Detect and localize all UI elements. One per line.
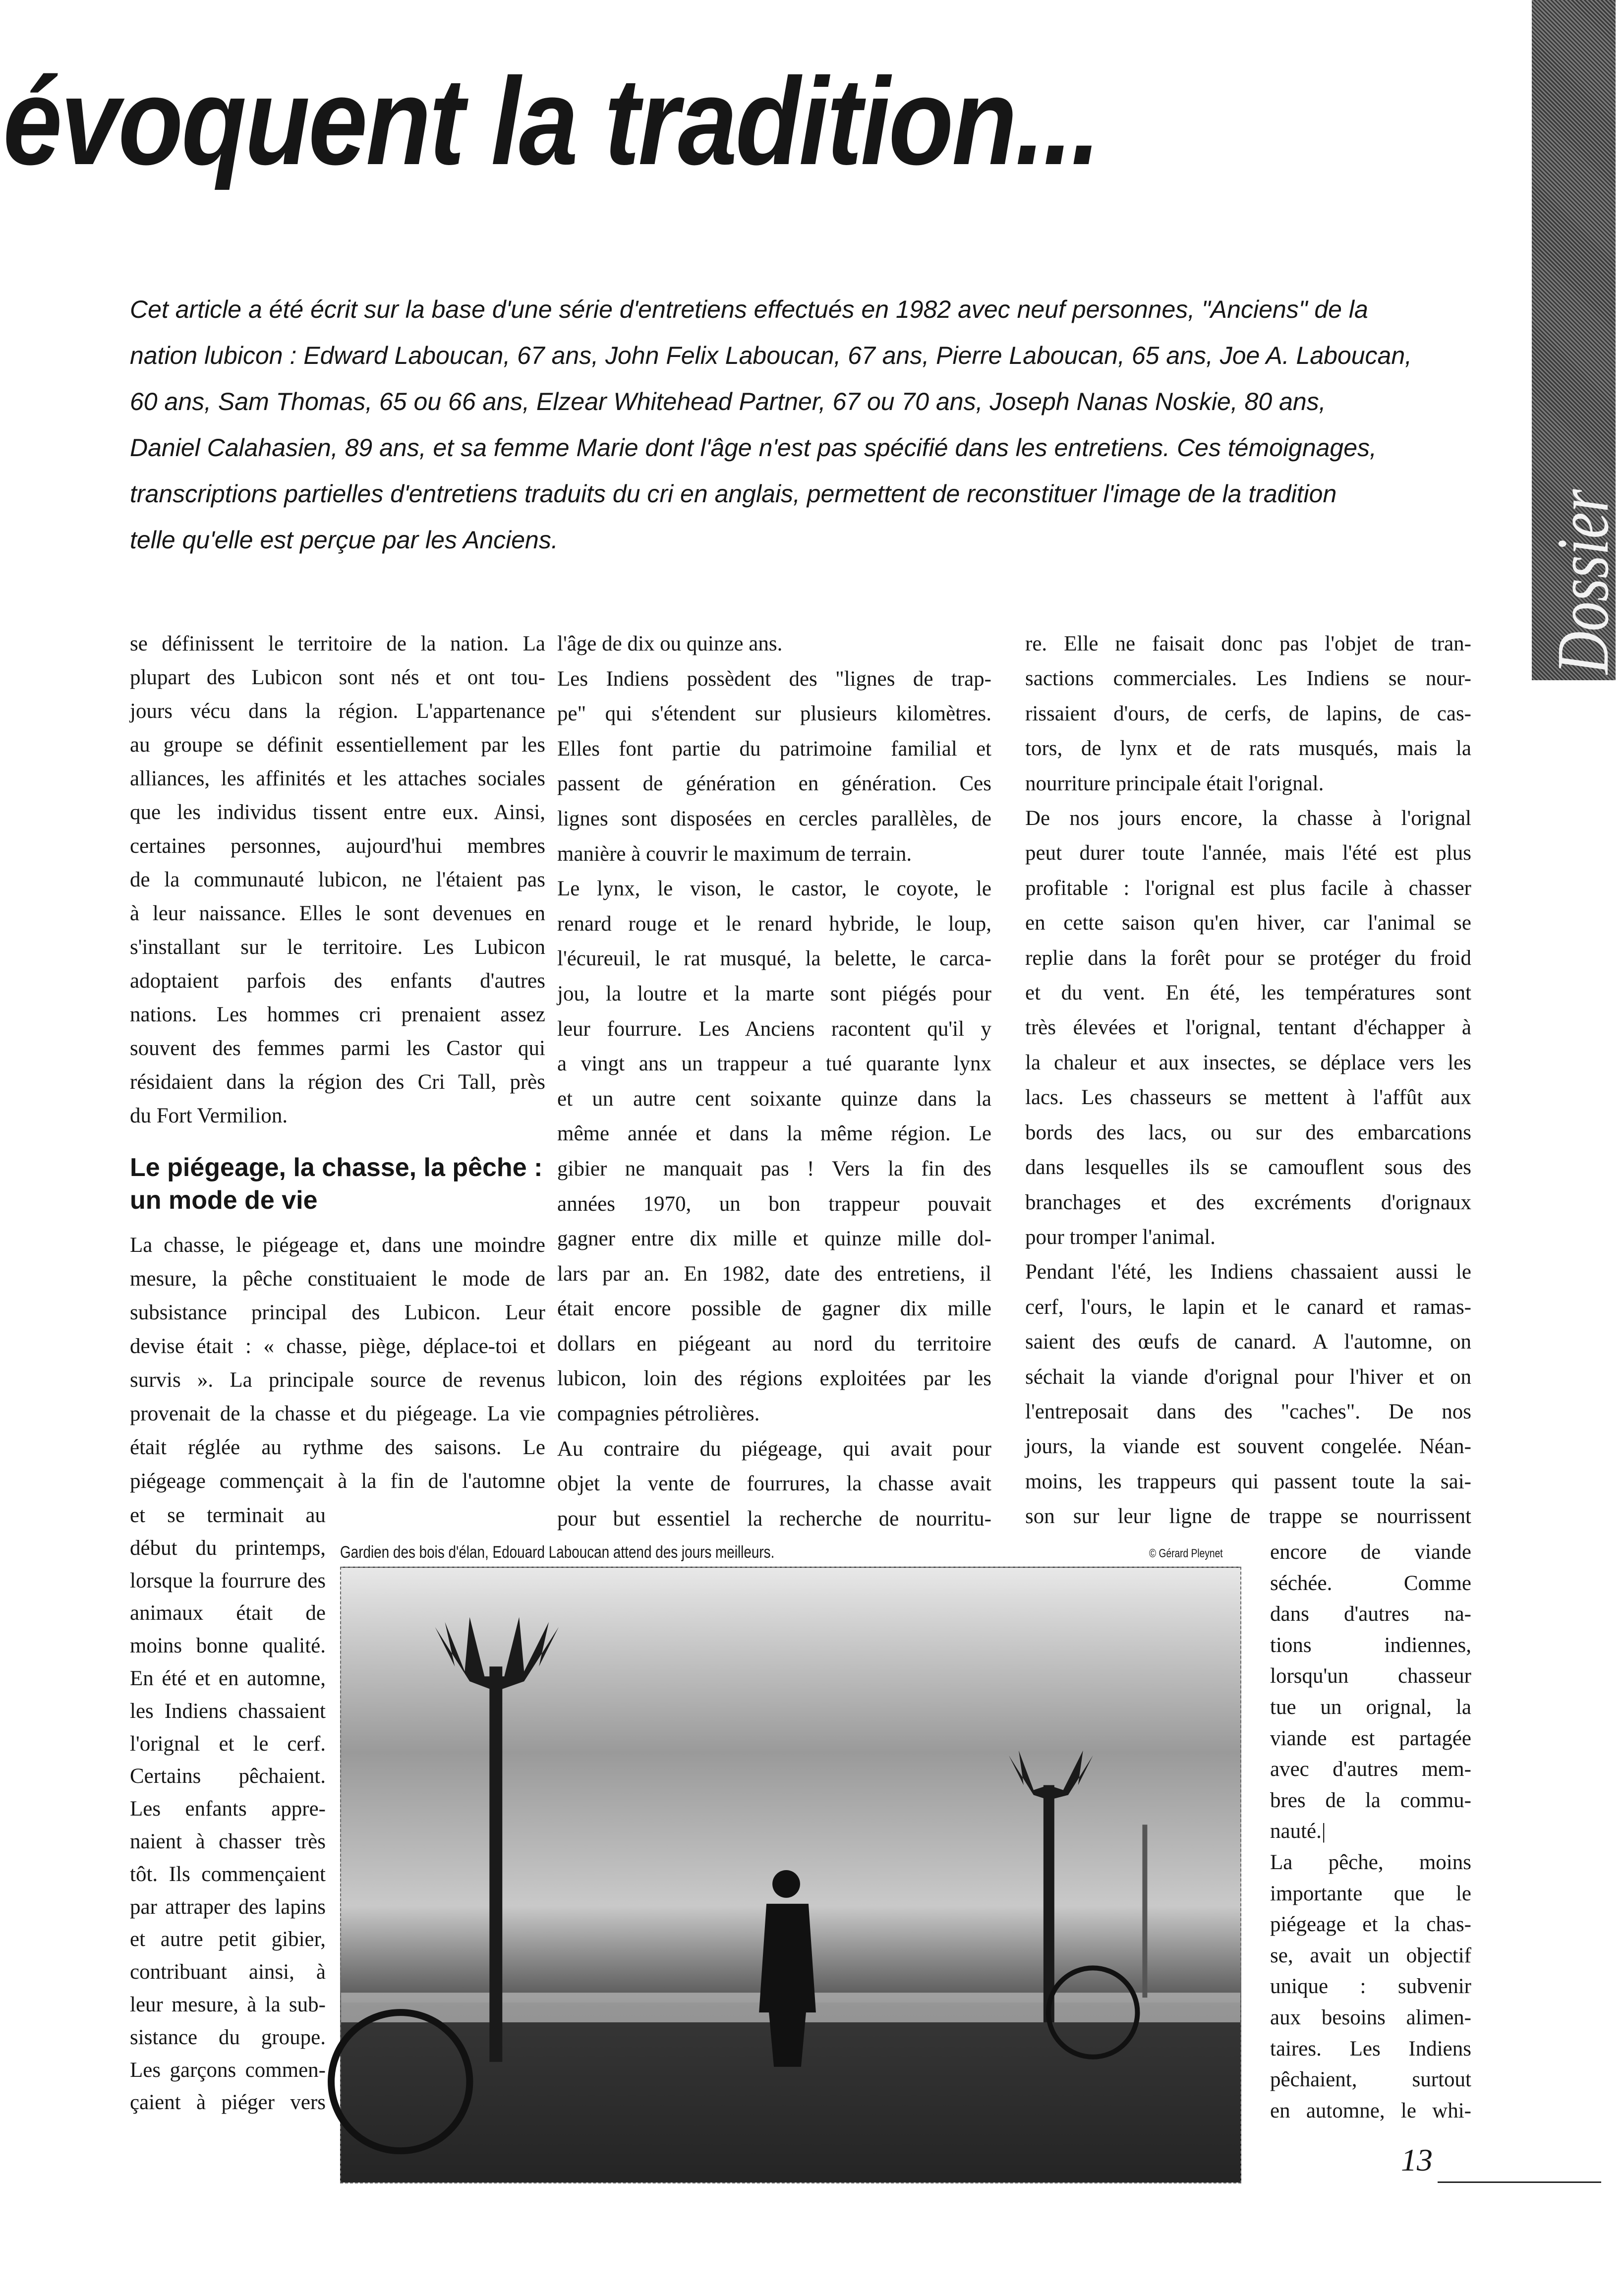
text-line: jours, la viande est souvent congelée. Néan- [1025, 1435, 1471, 1459]
text-line: peut durer toute l'année, mais l'été est plus [1025, 841, 1471, 865]
text-line: tions indiennes, [1270, 1633, 1471, 1657]
text-line: Pendant l'été, les Indiens chassaient aussi le [1025, 1260, 1471, 1284]
text-line: de la communauté lubicon, ne l'étaient pas [130, 868, 545, 891]
text-line: avec d'autres mem- [1270, 1758, 1471, 1781]
text-line: se définissent le territoire de la nation. La [130, 632, 545, 655]
text-line: moins, les trappeurs qui passent toute la sai- [1025, 1470, 1471, 1493]
pole-left [489, 1666, 502, 2061]
text-line: encore de viande [1270, 1540, 1471, 1564]
text-line: mesure, la pêche constituaient le mode de [130, 1267, 545, 1291]
text-line: importante que le [1270, 1882, 1471, 1905]
text-line: leur mesure, à la sub- [130, 1993, 326, 2016]
text-line: résidaient dans la région des Cri Tall, près [130, 1070, 545, 1094]
text-line: certaines personnes, aujourd'hui membres [130, 834, 545, 858]
text-line: De nos jours encore, la chasse à l'orignal [1025, 807, 1471, 830]
photo-caption: Gardien des bois d'élan, Edouard Laboucan attend des jours meilleurs. [340, 1543, 775, 1562]
text-line: très élevées et l'orignal, tentant d'échapper à [1025, 1016, 1471, 1040]
column-2 [557, 627, 991, 1536]
text-line: cerf, l'ours, le lapin et le canard et ramas- [1025, 1295, 1471, 1319]
text-line: années 1970, un bon trappeur pouvait [557, 1192, 991, 1216]
text-line: début du printemps, [130, 1536, 326, 1560]
text-line: l'entreposait dans des "caches". De nos [1025, 1400, 1471, 1423]
text-line: survis ». La principale source de revenus [130, 1368, 545, 1392]
text-line: et du vent. En été, les températures sont [1025, 981, 1471, 1005]
text-line: pour but essentiel la recherche de nourritu- [557, 1507, 991, 1530]
column-3-top [1025, 627, 1471, 1534]
text-line: lignes sont disposées en cercles parallèles, de [557, 807, 991, 830]
intro-line: telle qu'elle est perçue par les Anciens. [130, 526, 558, 554]
text-line: lubicon, loin des régions exploitées par les [557, 1367, 991, 1391]
intro-line: 60 ans, Sam Thomas, 65 ou 66 ans, Elzear Whitehead Partner, 67 ou 70 ans, Joseph Nanas Noskie, 80 ans, [130, 388, 1326, 415]
text-line: séchée. Comme [1270, 1571, 1471, 1595]
text-line: l'âge de dix ou quinze ans. [557, 632, 783, 655]
text-line: çaient à piéger vers [130, 2091, 326, 2115]
text-line: lacs. Les chasseurs se mettent à l'affût aux [1025, 1086, 1471, 1110]
article-title: évoquent la tradition... [3, 52, 1099, 190]
text-line: par attraper des lapins [130, 1895, 326, 1919]
text-line: passent de génération en génération. Ces [557, 772, 991, 796]
page-number-rule [1438, 2181, 1601, 2183]
text-line: à leur naissance. Elles le sont devenues en [130, 902, 545, 925]
text-line: tôt. Ils commençaient [130, 1862, 326, 1886]
text-line: était encore possible de gagner dix mille [557, 1297, 991, 1321]
text-line: re. Elle ne faisait donc pas l'objet de tran- [1025, 632, 1471, 655]
text-line: que les individus tissent entre eux. Ainsi, [130, 801, 545, 824]
text-line: l'orignal et le cerf. [130, 1732, 326, 1756]
text-line: Les garçons commen- [130, 2058, 326, 2082]
text-line: manière à couvrir le maximum de terrain. [557, 842, 912, 866]
text-line: du Fort Vermilion. [130, 1104, 288, 1127]
text-line: Certains pêchaient. [130, 1765, 326, 1788]
text-line: la chaleur et aux insectes, se déplace vers les [1025, 1051, 1471, 1074]
section-tab-label: Dossier [1542, 489, 1624, 674]
pole-far [1142, 1824, 1147, 1998]
text-line: au groupe se définit essentiellement par les [130, 733, 545, 757]
photo-elder-with-antler-poles [340, 1567, 1241, 2183]
text-line: unique : subvenir [1270, 1975, 1471, 1999]
intro-line: Daniel Calahasien, 89 ans, et sa femme Marie dont l'âge n'est pas spécifié dans les entretiens. Ces témoignages, [130, 434, 1377, 462]
text-line: piégeage et la chas- [1270, 1913, 1471, 1937]
text-line: provenait de la chasse et du piégeage. La vie [130, 1402, 545, 1425]
intro-paragraph [130, 287, 1518, 563]
text-line: naient à chasser très [130, 1829, 326, 1853]
text-line: les Indiens chassaient [130, 1699, 326, 1723]
text-line: En été et en automne, [130, 1666, 326, 1690]
text-line: lorsque la fourrure des [130, 1569, 326, 1592]
text-line: tors, de lynx et de rats musqués, mais la [1025, 737, 1471, 761]
text-line: subsistance principal des Lubicon. Leur [130, 1301, 545, 1324]
text-line: objet la vente de fourrures, la chasse avait [557, 1472, 991, 1496]
column-1-middle [130, 1229, 545, 1498]
text-line: se, avait un objectif [1270, 1943, 1471, 1967]
antlers-right-icon [1009, 1751, 1093, 1800]
text-line: et autre petit gibier, [130, 1928, 326, 1951]
text-line: jours vécu dans la région. L'appartenance [130, 700, 545, 723]
text-line: était réglée au rythme des saisons. Le [130, 1436, 545, 1459]
text-line: son sur leur ligne de trappe se nourrissent [1025, 1505, 1471, 1529]
text-line: plupart des Lubicon sont nés et ont tou- [130, 666, 545, 689]
text-line: Le lynx, le vison, le castor, le coyote, le [557, 877, 991, 901]
page-number: 13 [1401, 2142, 1433, 2177]
text-line: en cette saison qu'en hiver, car l'animal se [1025, 911, 1471, 935]
antlers-left-icon [435, 1617, 559, 1692]
text-line: devise était : « chasse, piège, déplace-toi et [130, 1335, 545, 1358]
column-3-narrow [1270, 1537, 1471, 2126]
photo-credit: © Gérard Pleynet [1149, 1547, 1223, 1560]
text-line: alliances, les affinités et les attaches sociales [130, 767, 545, 790]
text-line: sistance du groupe. [130, 2025, 326, 2049]
text-line: jou, la loutre et la marte sont piégés pour [557, 982, 991, 1005]
text-line: bords des lacs, ou sur des embarcations [1025, 1120, 1471, 1144]
intro-line: transcriptions partielles d'entretiens traduits du cri en anglais, permettent de reconstituer l'image de la tradition [130, 480, 1337, 508]
text-line: saient des œufs de canard. A l'automne, on [1025, 1330, 1471, 1354]
text-line: en automne, le whi- [1270, 2099, 1471, 2122]
text-line: séchait la viande d'orignal pour l'hiver et on [1025, 1365, 1471, 1389]
text-line: l'écureuil, le rat musqué, la belette, le carca- [557, 947, 991, 971]
text-line: animaux était de [130, 1601, 326, 1625]
text-line: nauté.| [1270, 1820, 1326, 1843]
column-1-narrow [130, 1499, 326, 2119]
text-line: souvent des femmes parmi les Castor qui [130, 1037, 545, 1060]
text-line: Les Indiens possèdent des "lignes de trap- [557, 667, 991, 691]
heading-line: un mode de vie [130, 1186, 318, 1215]
text-line: Elles font partie du patrimoine familial et [557, 737, 991, 761]
text-line: dans lesquelles ils se camouflent sous des [1025, 1156, 1471, 1179]
text-line: lorsqu'un chasseur [1270, 1664, 1471, 1688]
text-line: sactions commerciales. Les Indiens se nour- [1025, 667, 1471, 691]
text-line: renard rouge et le renard hybride, le loup, [557, 912, 991, 936]
text-line: dans d'autres na- [1270, 1602, 1471, 1626]
text-line: aux besoins alimen- [1270, 2005, 1471, 2029]
text-line: replie dans la forêt pour se protéger du froid [1025, 946, 1471, 970]
text-line: lars par an. En 1982, date des entretiens, il [557, 1262, 991, 1286]
intro-line: Cet article a été écrit sur la base d'une série d'entretiens effectués en 1982 avec neuf personnes, "Anciens" de la [130, 295, 1368, 323]
text-line: et se terminait au [130, 1504, 326, 1527]
text-line: nourriture principale était l'orignal. [1025, 771, 1324, 795]
column-1-top [130, 627, 545, 1133]
text-line: pêchaient, surtout [1270, 2068, 1471, 2092]
text-line: nations. Les hommes cri prenaient assez [130, 1003, 545, 1026]
intro-line: nation lubicon : Edward Laboucan, 67 ans, John Felix Laboucan, 67 ans, Pierre Laboucan, 65 ans, Joe A. Laboucan, [130, 342, 1412, 369]
text-line: gibier ne manquait pas ! Vers la fin des [557, 1157, 991, 1180]
text-line: et un autre cent soixante quinze dans la [557, 1087, 991, 1111]
text-line: rissaient d'ours, de cerfs, de lapins, de cas- [1025, 702, 1471, 725]
text-line: contribuant ainsi, à [130, 1960, 326, 1984]
text-line: viande est partagée [1270, 1726, 1471, 1750]
pole-right [1044, 1785, 1054, 2022]
heading-line: Le piégeage, la chasse, la pêche : [130, 1153, 543, 1182]
text-line: branchages et des excréments d'orignaux [1025, 1190, 1471, 1214]
section-heading [130, 1151, 546, 1217]
text-line: a vingt ans un trappeur a tué quarante lynx [557, 1052, 991, 1076]
text-line: adoptaient parfois des enfants d'autres [130, 969, 545, 993]
text-line: moins bonne qualité. [130, 1634, 326, 1658]
text-line: dollars en piégeant au nord du territoire [557, 1332, 991, 1355]
text-line: gagner entre dix mille et quinze mille dol- [557, 1227, 991, 1251]
text-line: compagnies pétrolières. [557, 1402, 760, 1426]
text-line: La chasse, le piégeage et, dans une moindre [130, 1234, 545, 1257]
text-line: profitable : l'orignal est plus facile à chasser [1025, 876, 1471, 900]
text-line: bres de la commu- [1270, 1788, 1471, 1812]
text-line: s'installant sur le territoire. Les Lubicon [130, 936, 545, 959]
text-line: tue un orignal, la [1270, 1695, 1471, 1719]
text-line: taires. Les Indiens [1270, 2037, 1471, 2060]
text-line: Les enfants appre- [130, 1797, 326, 1821]
text-line: leur fourrure. Les Anciens racontent qu'il y [557, 1017, 991, 1041]
text-line: pour tromper l'animal. [1025, 1225, 1216, 1249]
text-line: pe" qui s'étendent sur plusieurs kilomètres. [557, 702, 991, 726]
text-line: même année et dans la même région. Le [557, 1122, 991, 1146]
text-line: La pêche, moins [1270, 1850, 1471, 1874]
text-line: Au contraire du piégeage, qui avait pour [557, 1437, 991, 1461]
text-line: piégeage commençait à la fin de l'automne [130, 1470, 545, 1493]
